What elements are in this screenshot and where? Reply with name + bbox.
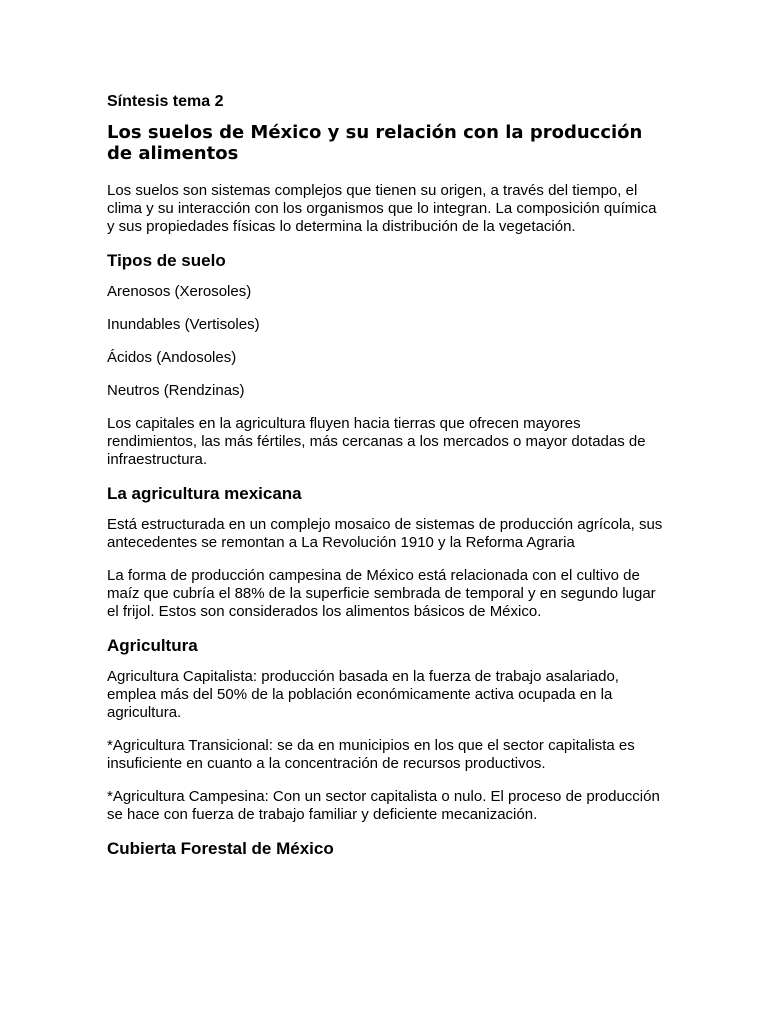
capital-paragraph: Los capitales en la agricultura fluyen hacia tierras que ofrecen mayores rendimientos, las más fértiles, más cercanas a los mercados o mayor dotadas de infraestructura.: [107, 415, 646, 468]
intro-paragraph: Los suelos son sistemas complejos que tienen su origen, a través del tiempo, el clima y su interacción con los organismos que lo integran. La composición química y sus propiedades físicas lo determina la distribución de la vegetación.: [107, 182, 657, 235]
soil-type-item: Inundables (Vertisoles): [107, 316, 260, 333]
document-title: Los suelos de México y su relación con la producción de alimentos: [107, 122, 643, 164]
heading-agriculture: Agricultura: [107, 636, 198, 655]
agriculture-paragraph: *Agricultura Transicional: se da en municipios en los que el sector capitalista es insuficiente en cuanto a la concentración de recursos productivos.: [107, 737, 635, 772]
heading-soil-types: Tipos de suelo: [107, 251, 226, 270]
document-page: [107, 92, 667, 871]
soil-type-item: Arenosos (Xerosoles): [107, 283, 252, 300]
heading-mexican-agriculture: La agricultura mexicana: [107, 484, 302, 503]
soil-type-item: Neutros (Rendzinas): [107, 382, 245, 399]
document-label: Síntesis tema 2: [107, 93, 224, 110]
soil-type-item: Ácidos (Andosoles): [107, 349, 237, 366]
mexican-agriculture-paragraph: Está estructurada en un complejo mosaico de sistemas de producción agrícola, sus antecedentes se remontan a La Revolución 1910 y la Reforma Agraria: [107, 516, 663, 551]
agriculture-paragraph: *Agricultura Campesina: Con un sector capitalista o nulo. El proceso de producción se hace con fuerza de trabajo familiar y deficiente mecanización.: [107, 788, 660, 823]
heading-forest-cover: Cubierta Forestal de México: [107, 839, 334, 858]
agriculture-paragraph: Agricultura Capitalista: producción basada en la fuerza de trabajo asalariado, emplea más del 50% de la población económicamente activa ocupada en la agricultura.: [107, 668, 619, 721]
mexican-agriculture-paragraph: La forma de producción campesina de México está relacionada con el cultivo de maíz que cubría el 88% de la superficie sembrada de temporal y en segundo lugar el frijol. Estos son considerados los alimentos básicos de México.: [107, 567, 656, 620]
